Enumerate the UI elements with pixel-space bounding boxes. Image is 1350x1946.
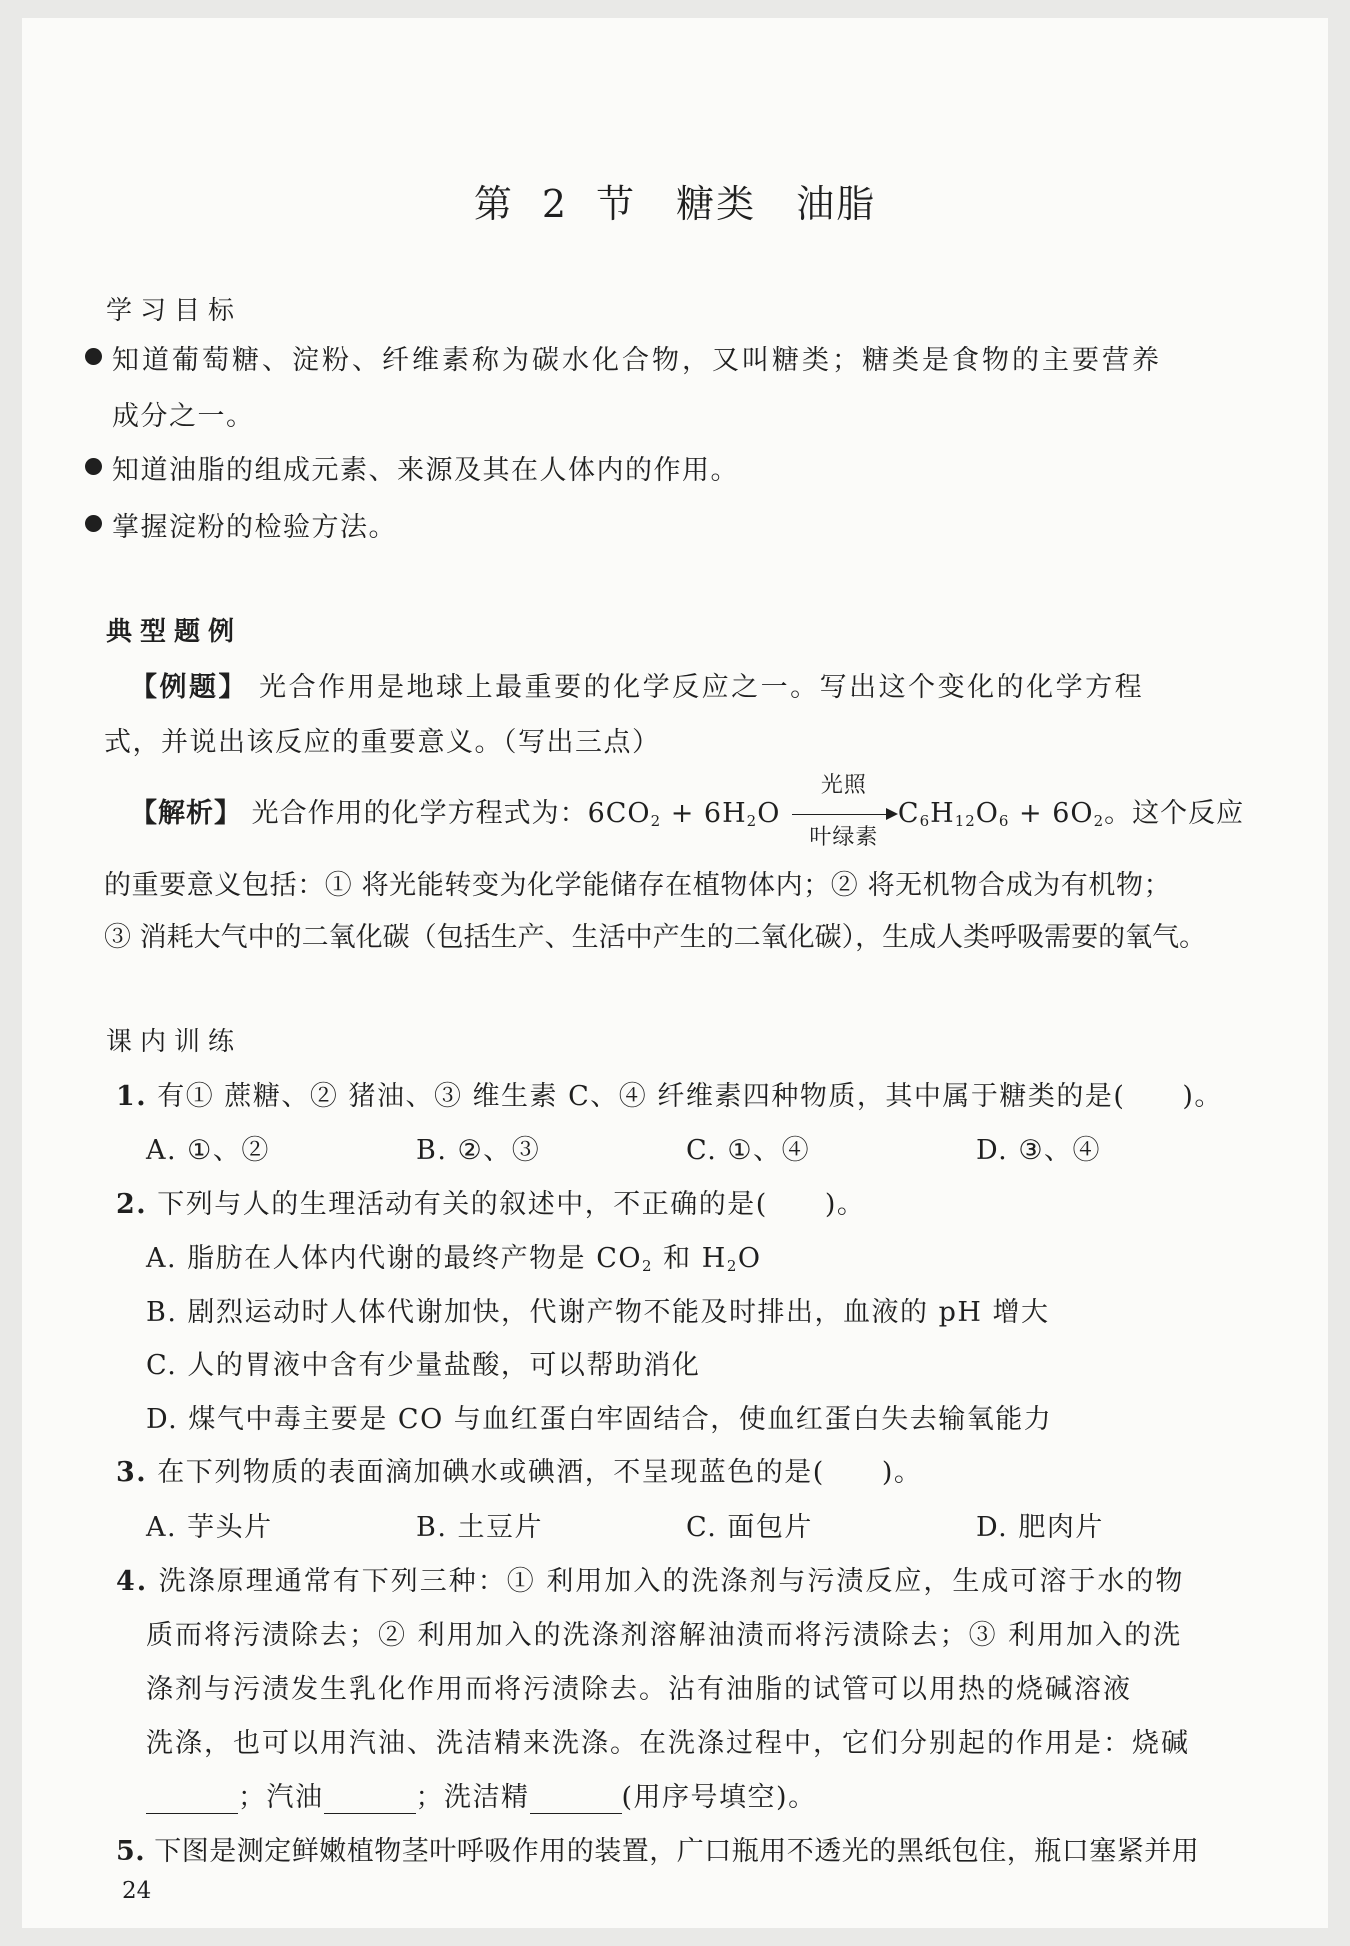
q1-option-a: A. ①、② — [146, 1135, 270, 1166]
question-3 — [116, 1450, 922, 1489]
q1-option-d: D. ③、④ — [976, 1135, 1102, 1166]
reaction-arrow — [790, 772, 898, 850]
arrow-head-icon — [886, 808, 898, 820]
bullet-dot-icon — [85, 458, 102, 475]
question-4-line5: ；汽油 ；洗洁精 (用序号填空)。 — [146, 1775, 817, 1814]
question-number: 4. — [116, 1566, 149, 1597]
example-question-text: 光合作用是地球上最重要的化学反应之一。写出这个变化的化学方程 — [259, 672, 1145, 703]
question-4-line4: 洗涤，也可以用汽油、洗洁精来洗涤。在洗涤过程中，它们分别起的作用是：烧碱 — [146, 1728, 1190, 1759]
answer-blank-gasoline[interactable] — [324, 1782, 416, 1814]
example-question-line1 — [130, 665, 1144, 704]
objective-item-1-line1: 知道葡萄糖、淀粉、纤维素称为碳水化合物，又叫糖类；糖类是食物的主要营养 — [112, 345, 1162, 376]
q3-option-c: C. 面包片 — [686, 1512, 813, 1543]
question-text: 下列与人的生理活动有关的叙述中，不正确的是( )。 — [157, 1189, 866, 1220]
q2-option-a: A. 脂肪在人体内代谢的最终产物是 $CO_2$ 和 $H_2O$ — [146, 1243, 762, 1275]
analysis-tag: 【解析】 — [130, 798, 242, 829]
document-page — [22, 18, 1328, 1928]
q3-option-d: D. 肥肉片 — [976, 1512, 1104, 1543]
question-number: 1. — [116, 1081, 148, 1112]
analysis-equation-line: 【解析】 光合作用的化学方程式为：$6CO_2 + 6H_2O$ 光照 叶绿素 $C_6H_{12}O_6 + 6O_2$。这个反应 — [130, 791, 1244, 830]
question-4-line3: 涤剂与污渍发生乳化作用而将污渍除去。沾有油脂的试管可以用热的烧碱溶液 — [146, 1674, 1132, 1705]
objective-item-3: 掌握淀粉的检验方法。 — [112, 512, 397, 543]
arrow-condition-chlorophyll: 叶绿素 — [809, 824, 879, 850]
question-4-line2: 质而将污渍除去；② 利用加入的洗涤剂溶解油渍而将污渍除去；③ 利用加入的洗 — [146, 1620, 1183, 1651]
analysis-line5: ③ 消耗大气中的二氧化碳（包括生产、生活中产生的二氧化碳），生成人类呼吸需要的氧气。 — [104, 922, 1207, 953]
q2-option-b: B. 剧烈运动时人体代谢加快，代谢产物不能及时排出，血液的 pH 增大 — [146, 1297, 1050, 1328]
question-5 — [116, 1829, 1199, 1868]
objective-item-1-line2: 成分之一。 — [112, 401, 255, 432]
page-title: 第 2 节 糖类 油脂 — [473, 182, 877, 226]
example-tag: 【例题】 — [130, 672, 248, 703]
question-number: 2. — [116, 1189, 148, 1220]
question-1 — [116, 1074, 1223, 1113]
q1-option-c: C. ①、④ — [686, 1135, 811, 1166]
question-text: 在下列物质的表面滴加碘水或碘酒，不呈现蓝色的是( )。 — [157, 1457, 923, 1488]
q2-option-d: D. 煤气中毒主要是 CO 与血红蛋白牢固结合，使血红蛋白失去输氧能力 — [146, 1404, 1053, 1435]
example-question-line2: 式，并说出该反应的重要意义。（写出三点） — [104, 727, 661, 758]
question-4-line1 — [116, 1559, 1184, 1598]
analysis-lead: 光合作用的化学方程式为： — [251, 798, 588, 829]
objectives-heading: 学习目标 — [106, 296, 243, 326]
q3-option-b: B. 土豆片 — [416, 1512, 544, 1543]
analysis-line4: 的重要意义包括：① 将光能转变为化学能储存在植物体内；② 将无机物合成为有机物； — [104, 870, 1172, 901]
training-heading: 课内训练 — [106, 1027, 243, 1057]
arrow-condition-light: 光照 — [820, 772, 867, 798]
equation-co2: 6CO — [587, 798, 651, 829]
page-number: 24 — [122, 1878, 152, 1904]
question-text: 洗涤原理通常有下列三种：① 利用加入的洗涤剂与污渍反应，生成可溶于水的物 — [158, 1566, 1185, 1597]
example-heading: 典型题例 — [106, 617, 243, 647]
equation-glucose: C — [897, 798, 920, 829]
question-number: 3. — [116, 1457, 148, 1488]
answer-blank-detergent[interactable] — [530, 1782, 622, 1814]
objective-item-2: 知道油脂的组成元素、来源及其在人体内的作用。 — [112, 455, 739, 486]
bullet-dot-icon — [85, 348, 102, 365]
question-text: 有① 蔗糖、② 猪油、③ 维生素 C、④ 纤维素四种物质，其中属于糖类的是( )。 — [157, 1081, 1223, 1112]
q3-option-a: A. 芋头片 — [146, 1512, 273, 1543]
q1-option-b: B. ②、③ — [416, 1135, 541, 1166]
question-2 — [116, 1182, 865, 1221]
question-number: 5. — [116, 1836, 146, 1867]
answer-blank-caustic-soda[interactable] — [146, 1782, 238, 1814]
analysis-tail: 。这个反应 — [1104, 798, 1245, 829]
bullet-dot-icon — [85, 515, 102, 532]
question-text: 下图是测定鲜嫩植物茎叶呼吸作用的装置，广口瓶用不透光的黑纸包住，瓶口塞紧并用 — [154, 1836, 1200, 1867]
q2-option-c: C. 人的胃液中含有少量盐酸，可以帮助消化 — [146, 1350, 701, 1381]
arrow-line — [792, 814, 890, 815]
